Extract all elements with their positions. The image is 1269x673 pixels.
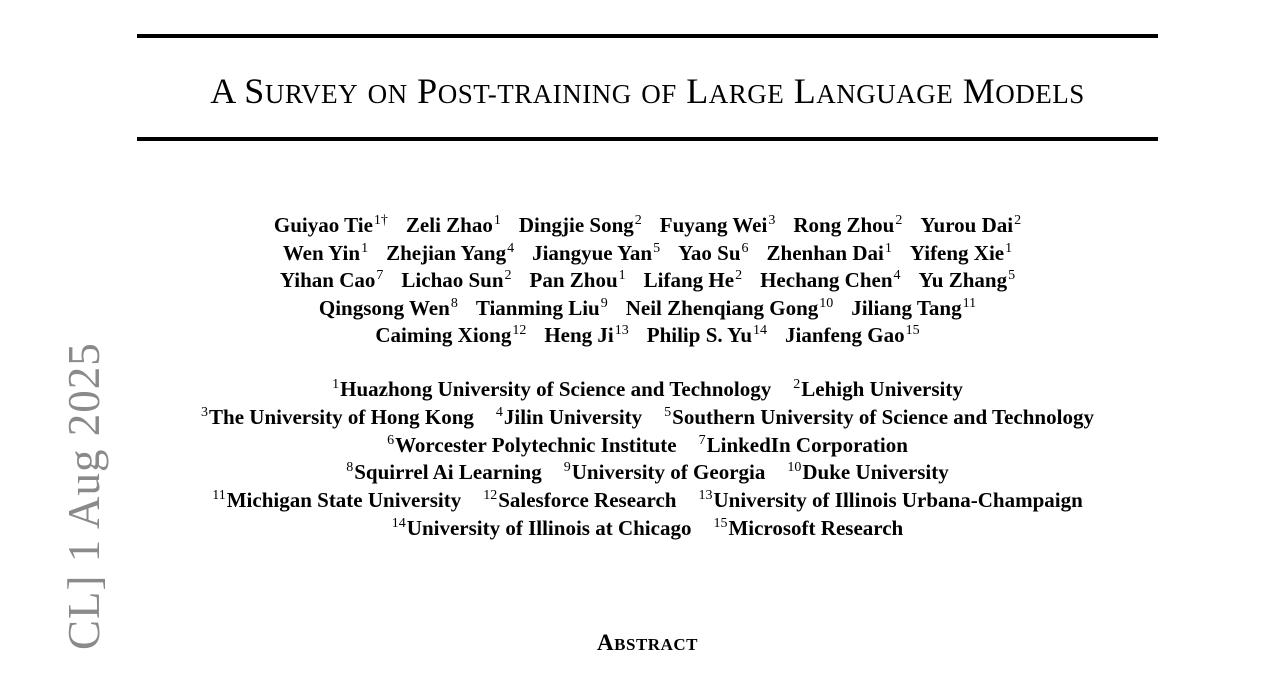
author <box>660 212 776 240</box>
author-affiliation-mark: 8 <box>450 295 458 311</box>
arxiv-side-stamp: CL] 1 Aug 2025 <box>59 342 109 650</box>
author-affiliation-mark: 7 <box>376 268 384 284</box>
title-word-rest: ANGUAGE <box>816 79 954 109</box>
affiliation <box>564 459 766 487</box>
author-affiliation-mark: 2 <box>504 268 512 284</box>
affiliation-number: 15 <box>713 515 728 531</box>
title-word <box>368 71 408 111</box>
author-affiliation-mark: 5 <box>653 240 661 256</box>
author-name: Yurou Dai <box>920 213 1014 237</box>
affiliation-line <box>137 376 1158 404</box>
author-name: Lichao Sun <box>401 268 504 293</box>
affiliation <box>346 459 541 487</box>
author-list <box>137 212 1158 350</box>
title-word <box>963 71 1085 111</box>
affiliation-number: 2 <box>793 377 801 392</box>
author-name: Jiangyue Yan <box>532 240 653 265</box>
affiliation-name: Duke University <box>802 460 949 485</box>
author-name: Hechang Chen <box>760 268 893 293</box>
author-affiliation-mark: 15 <box>905 323 920 339</box>
affiliation-name: Lehigh University <box>801 377 963 401</box>
title-word-cap: P <box>417 71 438 111</box>
affiliation <box>713 515 903 543</box>
affiliation-number: 11 <box>212 488 226 504</box>
author <box>319 295 458 323</box>
title-word-rest: ODELS <box>995 79 1085 109</box>
title-word-cap: A <box>210 71 235 111</box>
affiliation <box>698 487 1082 515</box>
affiliation-name: LinkedIn Corporation <box>706 432 908 457</box>
author-affiliation-mark: 6 <box>741 240 749 256</box>
author-affiliation-mark: 14 <box>753 323 768 339</box>
author-name: Neil Zhenqiang Gong <box>625 295 819 320</box>
author-affiliation-mark: 4 <box>507 240 515 256</box>
affiliation-name: Squirrel Ai Learning <box>354 460 542 485</box>
author-affiliation-mark: 1 <box>618 268 626 284</box>
author <box>280 267 384 295</box>
affiliation <box>212 487 461 515</box>
affiliation-name: Worcester Polytechnic Institute <box>395 432 677 457</box>
affiliation <box>332 376 771 404</box>
author-affiliation-mark: 1 <box>884 240 892 256</box>
author <box>647 322 767 350</box>
affiliation-line <box>137 432 1158 460</box>
author-name: Qingsong Wen <box>318 295 450 320</box>
title-top-rule <box>137 34 1158 38</box>
affiliation <box>699 432 908 460</box>
affiliation-number: 13 <box>698 488 713 504</box>
author-name: Jianfeng Gao <box>785 323 905 348</box>
author <box>767 240 892 268</box>
author-name: Guiyao Tie <box>273 213 373 237</box>
affiliation <box>664 404 1094 432</box>
affiliation-name: Microsoft Research <box>728 515 904 540</box>
title-word <box>210 71 235 111</box>
author <box>401 267 511 295</box>
author-affiliation-mark: 12 <box>512 323 527 339</box>
author-affiliation-mark: 1 <box>493 213 501 228</box>
author-name: Zhejian Yang <box>386 240 507 265</box>
author-name: Dingjie Song <box>518 213 634 237</box>
affiliation-name: Southern University of Science and Technology <box>672 404 1094 429</box>
title-word-rest: ON <box>367 79 408 109</box>
affiliation-name: University of Illinois Urbana-Champaign <box>713 488 1083 513</box>
author-name: Zeli Zhao <box>405 213 493 237</box>
author <box>910 240 1012 268</box>
title-word-cap: L <box>686 71 709 111</box>
affiliation-name: Salesforce Research <box>498 488 677 513</box>
author <box>406 212 501 240</box>
title-word <box>641 71 677 111</box>
author-affiliation-mark: 5 <box>1008 268 1016 284</box>
author-affiliation-mark: 4 <box>893 268 901 284</box>
author-name: Yifeng Xie <box>909 240 1005 265</box>
author-affiliation-mark: 1† <box>373 213 388 228</box>
author <box>532 240 660 268</box>
author-name: Fuyang Wei <box>659 213 768 237</box>
author <box>530 267 626 295</box>
author-affiliation-mark: 2 <box>735 268 743 284</box>
author <box>386 240 514 268</box>
author-name: Zhenhan Dai <box>766 240 884 265</box>
author-affiliation-mark: 1 <box>1005 240 1013 256</box>
author <box>375 322 526 350</box>
author <box>283 240 368 268</box>
title-word <box>417 71 632 111</box>
affiliation-number: 5 <box>664 404 672 420</box>
affiliation <box>787 459 948 487</box>
author-name: Jiliang Tang <box>851 295 962 320</box>
affiliation <box>201 404 474 432</box>
author-name: Heng Ji <box>544 323 614 348</box>
affiliation-number: 4 <box>495 404 503 420</box>
author <box>851 295 976 323</box>
title-word-cap: M <box>962 71 996 111</box>
author-line <box>137 295 1158 323</box>
title-word <box>686 71 784 111</box>
affiliation-number: 1 <box>332 377 340 392</box>
author <box>919 267 1016 295</box>
affiliation-number: 10 <box>787 460 802 476</box>
author-affiliation-mark: 1 <box>361 240 369 256</box>
affiliation-number: 12 <box>483 488 498 504</box>
affiliation-name: University of Illinois at Chicago <box>406 515 692 540</box>
affiliation-number: 7 <box>698 432 706 448</box>
author <box>785 322 920 350</box>
affiliation <box>392 515 692 543</box>
affiliation <box>793 376 963 404</box>
author-affiliation-mark: 13 <box>614 323 629 339</box>
author-affiliation-mark: 9 <box>600 295 608 311</box>
title-word-rest: OF <box>641 79 677 109</box>
author <box>760 267 900 295</box>
title-word <box>794 71 953 111</box>
affiliation-name: Huazhong University of Science and Technology <box>340 377 772 401</box>
abstract-heading-cap: A <box>597 630 615 655</box>
author-affiliation-mark: 3 <box>768 213 776 228</box>
author-name: Yu Zhang <box>918 268 1008 293</box>
title-word-rest: URVEY <box>264 79 359 109</box>
paper-title <box>137 70 1158 115</box>
title-word-cap: S <box>244 71 265 111</box>
affiliation-number: 6 <box>387 432 395 448</box>
author-affiliation-mark: 2 <box>634 213 642 228</box>
affiliation-line <box>137 487 1158 515</box>
affiliation <box>496 404 642 432</box>
author-line <box>137 267 1158 295</box>
affiliation-line <box>137 515 1158 543</box>
author <box>476 295 608 323</box>
title-word-cap: L <box>793 71 817 111</box>
author-line <box>137 212 1158 240</box>
author-name: Wen Yin <box>282 240 361 265</box>
affiliation-name: Jilin University <box>503 404 643 429</box>
author <box>793 212 902 240</box>
author <box>626 295 834 323</box>
title-bottom-rule <box>137 137 1158 141</box>
affiliation-line <box>137 459 1158 487</box>
title-word-rest: ARGE <box>708 79 785 109</box>
author-line <box>137 240 1158 268</box>
affiliation-name: The University of Hong Kong <box>209 404 474 429</box>
author <box>544 322 628 350</box>
author-name: Yihan Cao <box>279 268 376 293</box>
affiliation-list <box>137 376 1158 543</box>
author <box>920 212 1021 240</box>
author-name: Caiming Xiong <box>375 323 512 348</box>
title-word <box>244 71 358 111</box>
affiliation-name: Michigan State University <box>226 488 462 513</box>
author <box>644 267 742 295</box>
title-word-rest: OST-TRAINING <box>437 79 632 109</box>
abstract-heading <box>137 630 1158 656</box>
author-affiliation-mark: 10 <box>819 295 834 311</box>
author-name: Rong Zhou <box>793 213 895 237</box>
author-name: Yao Su <box>678 240 741 265</box>
author <box>519 212 642 240</box>
affiliation-number: 14 <box>391 515 406 531</box>
author-name: Lifang He <box>643 268 735 293</box>
author <box>678 240 748 268</box>
author-line <box>137 322 1158 350</box>
author-name: Pan Zhou <box>529 268 618 293</box>
affiliation-number: 8 <box>346 460 354 476</box>
author <box>274 212 388 240</box>
affiliation <box>483 487 676 515</box>
affiliation-number: 3 <box>201 404 209 420</box>
affiliation-name: University of Georgia <box>571 460 766 485</box>
abstract-heading-rest: BSTRACT <box>614 635 698 654</box>
affiliation <box>387 432 677 460</box>
author-name: Tianming Liu <box>475 295 600 320</box>
affiliation-number: 9 <box>563 460 571 476</box>
author-affiliation-mark: 11 <box>962 295 977 311</box>
author-affiliation-mark: 2 <box>895 213 903 228</box>
author-name: Philip S. Yu <box>646 323 753 348</box>
affiliation-line <box>137 404 1158 432</box>
author-affiliation-mark: 2 <box>1014 213 1022 228</box>
